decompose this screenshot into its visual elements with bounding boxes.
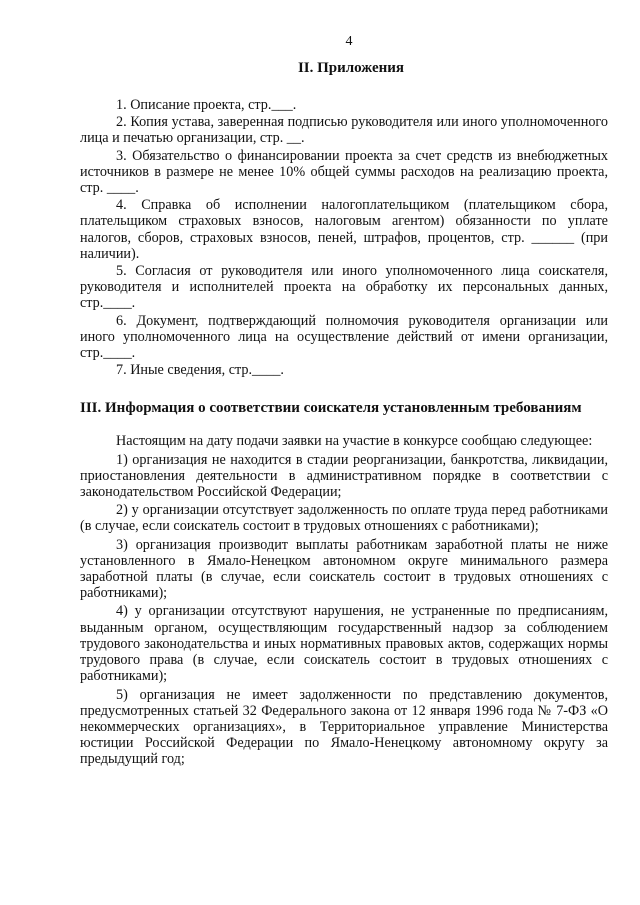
attachment-item: 5. Согласия от руководителя или иного уполномоченного лица соискателя, руководителя и исполнителей проекта на обработку их персональных данных, стр.____. [80, 263, 608, 312]
attachment-item: 3. Обязательство о финансировании проекта за счет средств из внебюджетных источников в размере не менее 10% общей суммы расходов на реализацию проекта, стр. ____. [80, 147, 608, 197]
requirement-item: 3) организация производит выплаты работникам заработной платы не ниже установленного в Ямало-Ненецком автономном округе минимального размера заработной платы (в случае, если соискатель состоит в трудовых отношениях с работниками); [80, 536, 608, 602]
attachment-item: 4. Справка об исполнении налогоплательщиком (плательщиком сбора, плательщиком страховых взносов, налоговым агентом) обязанности по уплате налогов, сборов, страховых взносов, пеней, штрафов, процентов, стр. ______ (при наличии). [80, 197, 608, 262]
section-3-title: III. Информация о соответствии соискателя установленным требованиям [80, 400, 582, 417]
attachment-item: 6. Документ, подтверждающий полномочия руководителя организации или иного уполномоченного лица на осуществление действий от имени организации, стр.____. [80, 312, 608, 362]
section-2-title: II. Приложения [297, 60, 405, 76]
requirements-intro: Настоящим на дату подачи заявки на участие в конкурсе сообщаю следующее: [116, 433, 593, 450]
requirement-item: 1) организация не находится в стадии реорганизации, банкротства, ликвидации, приостановления деятельности в административном порядке в соответствии с законодательством Российской Федерации; [80, 451, 608, 501]
requirement-item: 5) организация не имеет задолженности по представлению документов, предусмотренных статьей 32 Федерального закона от 12 января 1996 года № 7-ФЗ «О некоммерческих организациях», в Территориальное управление Министерства юстиции Российской Федерации по Ямало-Ненецкому автономному округу за предыдущий год; [80, 686, 608, 768]
requirements-list [80, 433, 608, 767]
attachment-item: 2. Копия устава, заверенная подписью руководителя или иного уполномоченного лица и печатью организации, стр. __. [80, 114, 608, 147]
attachment-item: 7. Иные сведения, стр.____. [116, 362, 284, 379]
attachments-list [80, 97, 608, 378]
page-number: 4 [345, 34, 353, 49]
requirement-item: 4) у организации отсутствуют нарушения, не устраненные по предписаниям, выданным органом, осуществляющим государственный надзор за соблюдением трудового законодательства и иных нормативных правовых актов, содержащих нормы трудового права (в случае, если соискатель состоит в трудовых отношениях с работниками); [80, 603, 608, 685]
attachment-item: 1. Описание проекта, стр.___. [116, 97, 297, 113]
requirement-item: 2) у организации отсутствует задолженность по оплате труда перед работниками (в случае, если соискатель состоит в трудовых отношениях с работниками); [80, 502, 608, 535]
